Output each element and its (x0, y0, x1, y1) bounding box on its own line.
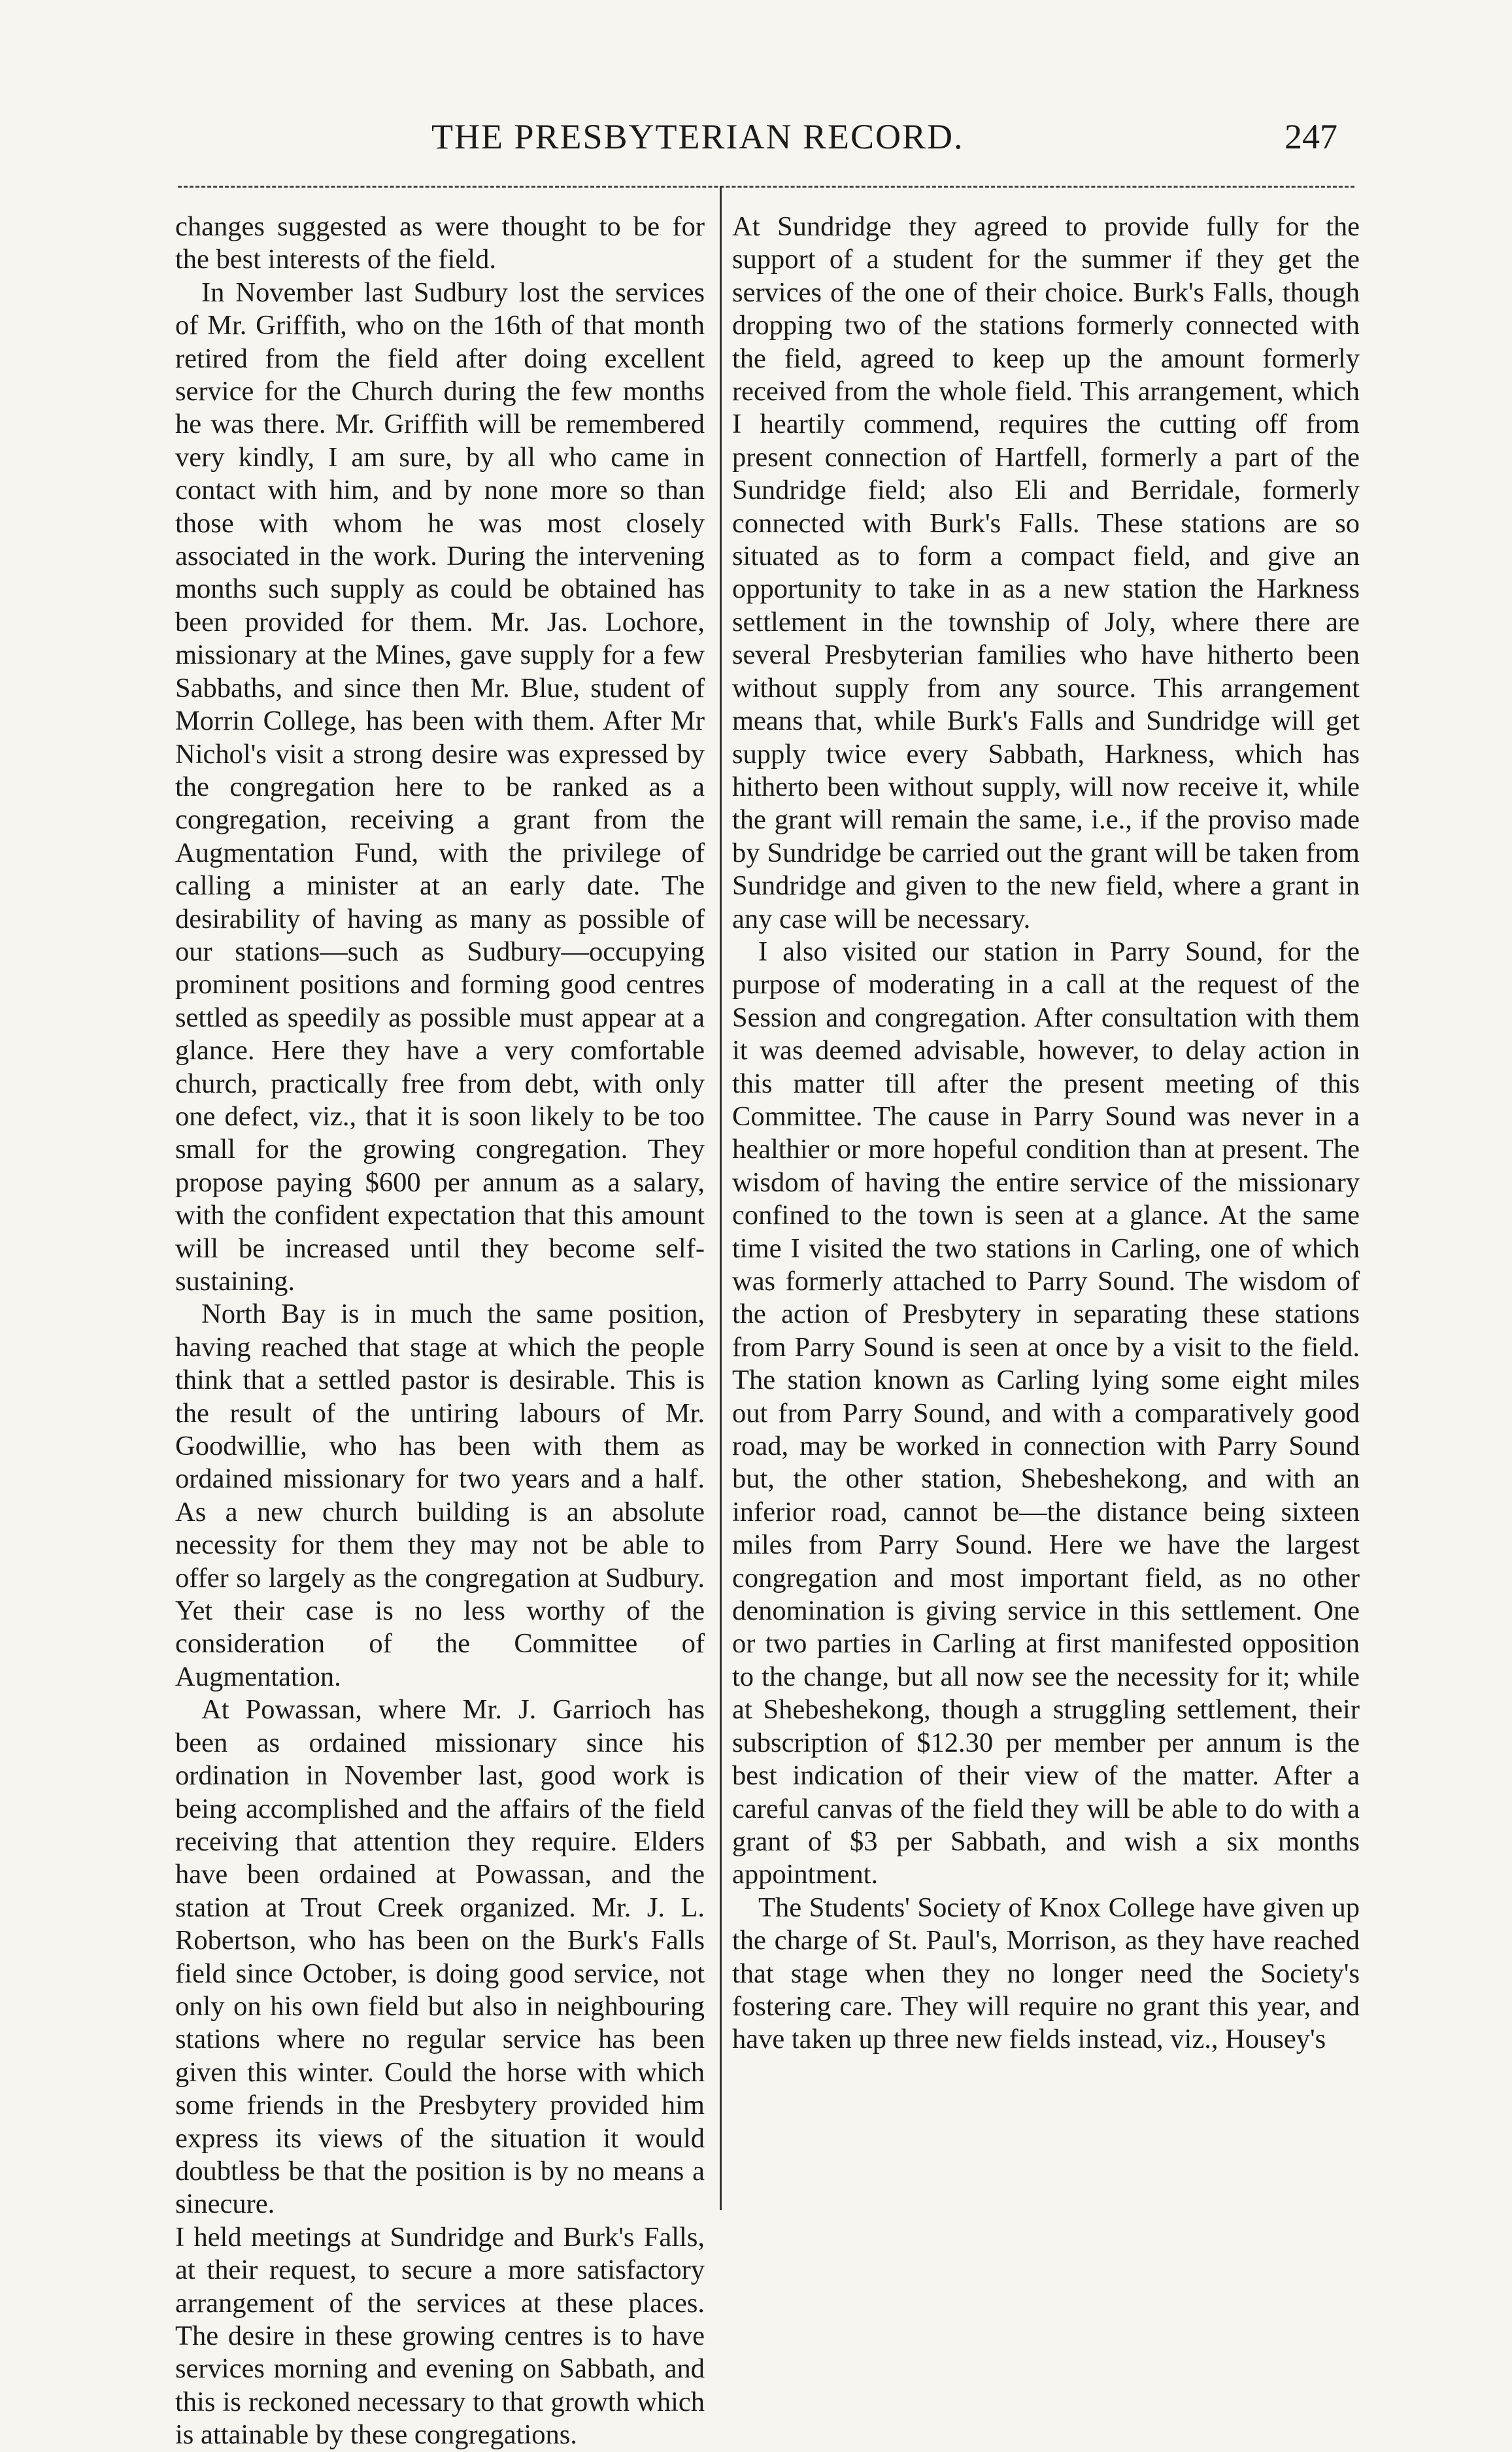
right-column (732, 211, 1360, 2056)
column-divider (720, 186, 722, 2210)
paragraph: At Powassan, where Mr. J. Garrioch has been as ordained missionary since his ordination in November last, good work is being accomplished and the affairs of the field receiving that attention they require. Elders have been ordained at Powassan, and the station at Trout Creek organized. Mr. J. L. Robertson, who has been on the Burk's Falls field since October, is doing good service, not only on his own field but also in neighbouring stations where no regular service has been given this winter. Could the horse with which some friends in the Presbytery provided him express its views of the situation it would doubtless be that the position is by no means a sinecure. (175, 1694, 705, 2220)
left-column (175, 211, 705, 2452)
running-header (0, 116, 1512, 169)
header-rule (178, 186, 1354, 188)
paragraph: changes suggested as were thought to be for the best interests of the field. (175, 211, 705, 275)
paragraph: I also visited our station in Parry Sound, for the purpose of moderating in a call at the request of the Session and congregation. After consultation with them it was deemed advisable, however, to delay action in this matter till after the present meeting of this Committee. The cause in Parry Sound was never in a healthier or more hopeful condition than at present. The wisdom of having the entire service of the missionary confined to the town is seen at a glance. At the same time I visited the two stations in Carling, one of which was formerly attached to Parry Sound. The wisdom of the action of Presbytery in separating these stations from Parry Sound is seen at once by a visit to the field. The station known as Carling lying some eight miles out from Parry Sound, and with a comparatively good road, may be worked in connection with Parry Sound but, the other station, Shebeshekong, and with an inferior road, cannot be—the distance being sixteen miles from Parry Sound. Here we have the largest congregation and most important field, as no other denomination is giving service in this settlement. One or two parties in Carling at first manifested opposition to the change, but all now see the necessity for it; while at Shebeshekong, though a struggling settlement, their subscription of $12.30 per member per annum is the best indication of their view of the matter. After a careful canvas of the field they will be able to do with a grant of $3 per Sabbath, and wish a six months appointment. (732, 936, 1360, 1890)
paragraph: The Students' Society of Knox College have given up the charge of St. Paul's, Morrison, as they have reached that stage when they no longer need the Society's fostering care. They will require no grant this year, and have taken up three new fields instead, viz., Housey's (732, 1892, 1360, 2055)
paragraph: In November last Sudbury lost the services of Mr. Griffith, who on the 16th of that month retired from the field after doing excellent service for the Church during the few months he was there. Mr. Griffith will be remembered very kindly, I am sure, by all who came in contact with him, and by none more so than those with whom he was most closely associated in the work. During the intervening months such supply as could be obtained has been provided for them. Mr. Jas. Lochore, missionary at the Mines, gave supply for a few Sabbaths, and since then Mr. Blue, student of Morrin College, has been with them. After Mr Nichol's visit a strong desire was expressed by the congregation here to be ranked as a congregation, receiving a grant from the Augmentation Fund, with the privilege of calling a minister at an early date. The desirability of having as many as possible of our stations—such as Sudbury—occupying prominent positions and forming good centres settled as speedily as possible must appear at a glance. Here they have a very comfortable church, practically free from debt, with only one defect, viz., that it is soon likely to be too small for the growing congregation. They propose paying $600 per annum as a salary, with the confident expectation that this amount will be increased until they become self-sustaining. (175, 277, 705, 1297)
paragraph: I held meetings at Sundridge and Burk's Falls, at their request, to secure a more satisfactory arrangement of the services at these places. The desire in these growing centres is to have services morning and evening on Sabbath, and this is reckoned necessary to that growth which is attainable by these congregations. (175, 2221, 705, 2451)
paragraph: At Sundridge they agreed to provide fully for the support of a student for the summer if they get the services of the one of their choice. Burk's Falls, though dropping two of the stations formerly connected with the field, agreed to keep up the amount formerly received from the whole field. This arrangement, which I heartily commend, requires the cutting off from present connection of Hartfell, formerly a part of the Sundridge field; also Eli and Berridale, formerly connected with Burk's Falls. These stations are so situated as to form a compact field, and give an opportunity to take in as a new station the Harkness settlement in the township of Joly, where there are several Presbyterian families who have hitherto been without supply from any source. This arrangement means that, while Burk's Falls and Sundridge will get supply twice every Sabbath, Harkness, which has hitherto been without supply, will now receive it, while the grant will remain the same, i.e., if the proviso made by Sundridge be carried out the grant will be taken from Sundridge and given to the new field, where a grant in any case will be necessary. (732, 211, 1360, 934)
page-number: 247 (1285, 117, 1337, 156)
paragraph: North Bay is in much the same position, having reached that stage at which the people think that a settled pastor is desirable. This is the result of the untiring labours of Mr. Goodwillie, who has been with them as ordained missionary for two years and a half. As a new church building is an absolute necessity for them they may not be able to offer so largely as the congregation at Sudbury. Yet their case is no less worthy of the consideration of the Committee of Augmentation. (175, 1299, 705, 1692)
publication-title: THE PRESBYTERIAN RECORD. (431, 117, 964, 156)
